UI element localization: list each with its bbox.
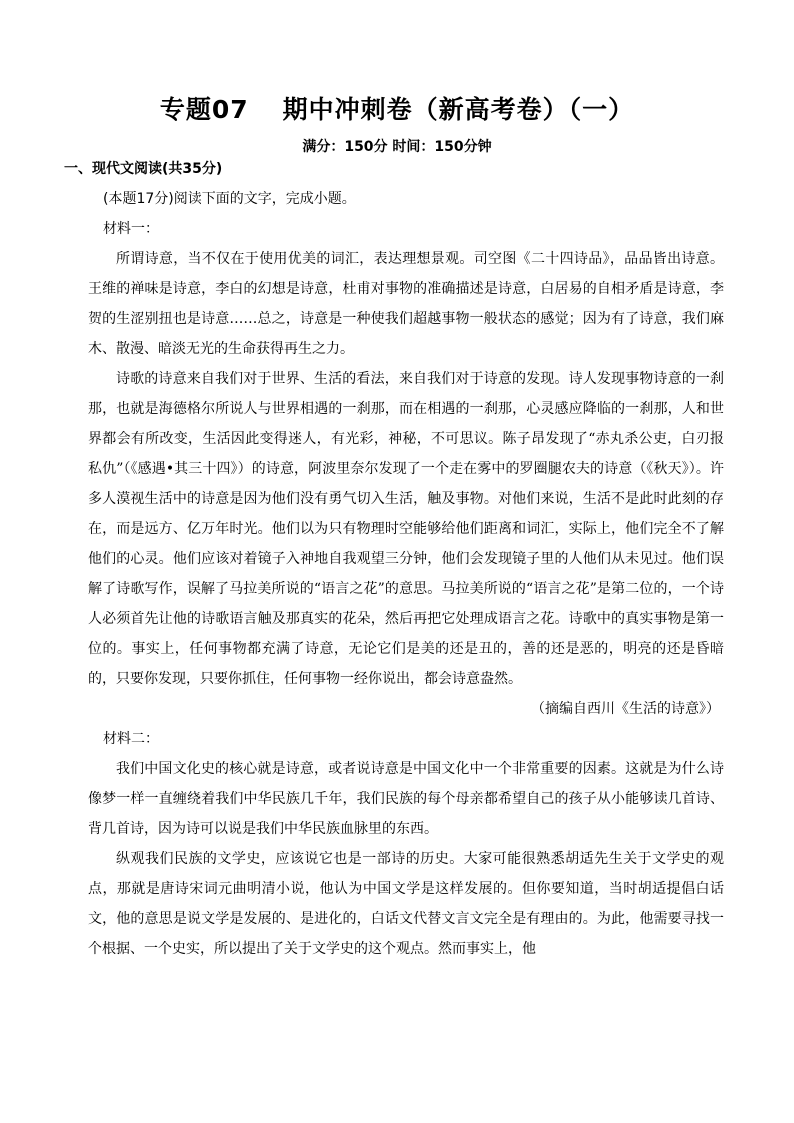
material1-source: （摘编自西川《生活的诗意》） — [531, 701, 720, 717]
material2-label: 材料二： — [103, 731, 159, 747]
reading-body — [88, 184, 724, 964]
material2-paragraph: 纵观我们民族的文学史，应该说它也是一部诗的历史。大家可能很熟悉胡适先生关于文学史的观点，那就是唐诗宋词元曲明清小说，他认为中国文学是这样发展的。但你要知道，当时胡适提倡白话文，他的意思是说文学是发展的、是进化的，白话文代替文言文完全是有理由的。为此，他需要寻找一个根据、一个史实，所以提出了关于文学史的这个观点。然而事实上，他 — [88, 851, 724, 957]
section-heading: 一、现代文阅读(共35分) — [64, 161, 223, 177]
material1-paragraph: 诗歌的诗意来自我们对于世界、生活的看法，来自我们对于诗意的发现。诗人发现事物诗意的一刹那，也就是海德格尔所说人与世界相遇的一刹那，而在相遇的一刹那，心灵感应降临的一刹那，人和世界都会有所改变，生活因此变得迷人，有光彩，神秘，不可思议。陈子昂发现了“赤丸杀公吏，白刃报私仇”（《感遇•其三十四》）的诗意，阿波里奈尔发现了一个走在雾中的罗圈腿农夫的诗意（《秋天》）。许多人漠视生活中的诗意是因为他们没有勇气切入生活，触及事物。对他们来说，生活不是此时此刻的存在，而是远方、亿万年时光。他们以为只有物理时空能够给他们距离和词汇，实际上，他们完全不了解他们的心灵。他们应该对着镜子入神地自我观望三分钟，他们会发现镜子里的人他们从未见过。他们误解了诗歌写作，误解了马拉美所说的“语言之花”的意思。马拉美所说的“语言之花”是第二位的，一个诗人必须首先让他的诗歌语言触及那真实的花朵，然后再把它处理成语言之花。诗歌中的真实事物是第一位的。事实上，任何事物都充满了诗意，无论它们是美的还是丑的，善的还是恶的，明亮的还是昏暗的，只要你发现，只要你抓住，任何事物一经你说出，都会诗意盎然。 — [88, 371, 724, 687]
material1-paragraph: 所谓诗意，当不仅在于使用优美的词汇，表达理想景观。司空图《二十四诗品》，品品皆出诗意。王维的禅味是诗意，李白的幻想是诗意，杜甫对事物的准确描述是诗意，白居易的自相矛盾是诗意，李贺的生涩别扭也是诗意……总之，诗意是一种使我们超越事物一般状态的感觉；因为有了诗意，我们麻木、散漫、暗淡无光的生命获得再生之力。 — [88, 251, 724, 357]
title-part2: 期中冲刺卷（新高考卷）（一） — [282, 95, 635, 124]
title-part1: 专题07 — [159, 95, 249, 124]
score-time-line: 满分：150分 时间：150分钟 — [302, 139, 492, 155]
question-instruction: (本题17分)阅读下面的文字，完成小题。 — [103, 191, 356, 207]
material1-label: 材料一： — [103, 221, 159, 237]
material2-paragraph: 我们中国文化史的核心就是诗意，或者说诗意是中国文化中一个非常重要的因素。这就是为什么诗像梦一样一直缠绕着我们中华民族几千年，我们民族的每个母亲都希望自己的孩子从小能够读几首诗、背几首诗，因为诗可以说是我们中华民族血脉里的东西。 — [88, 761, 724, 837]
page-title — [0, 90, 794, 126]
